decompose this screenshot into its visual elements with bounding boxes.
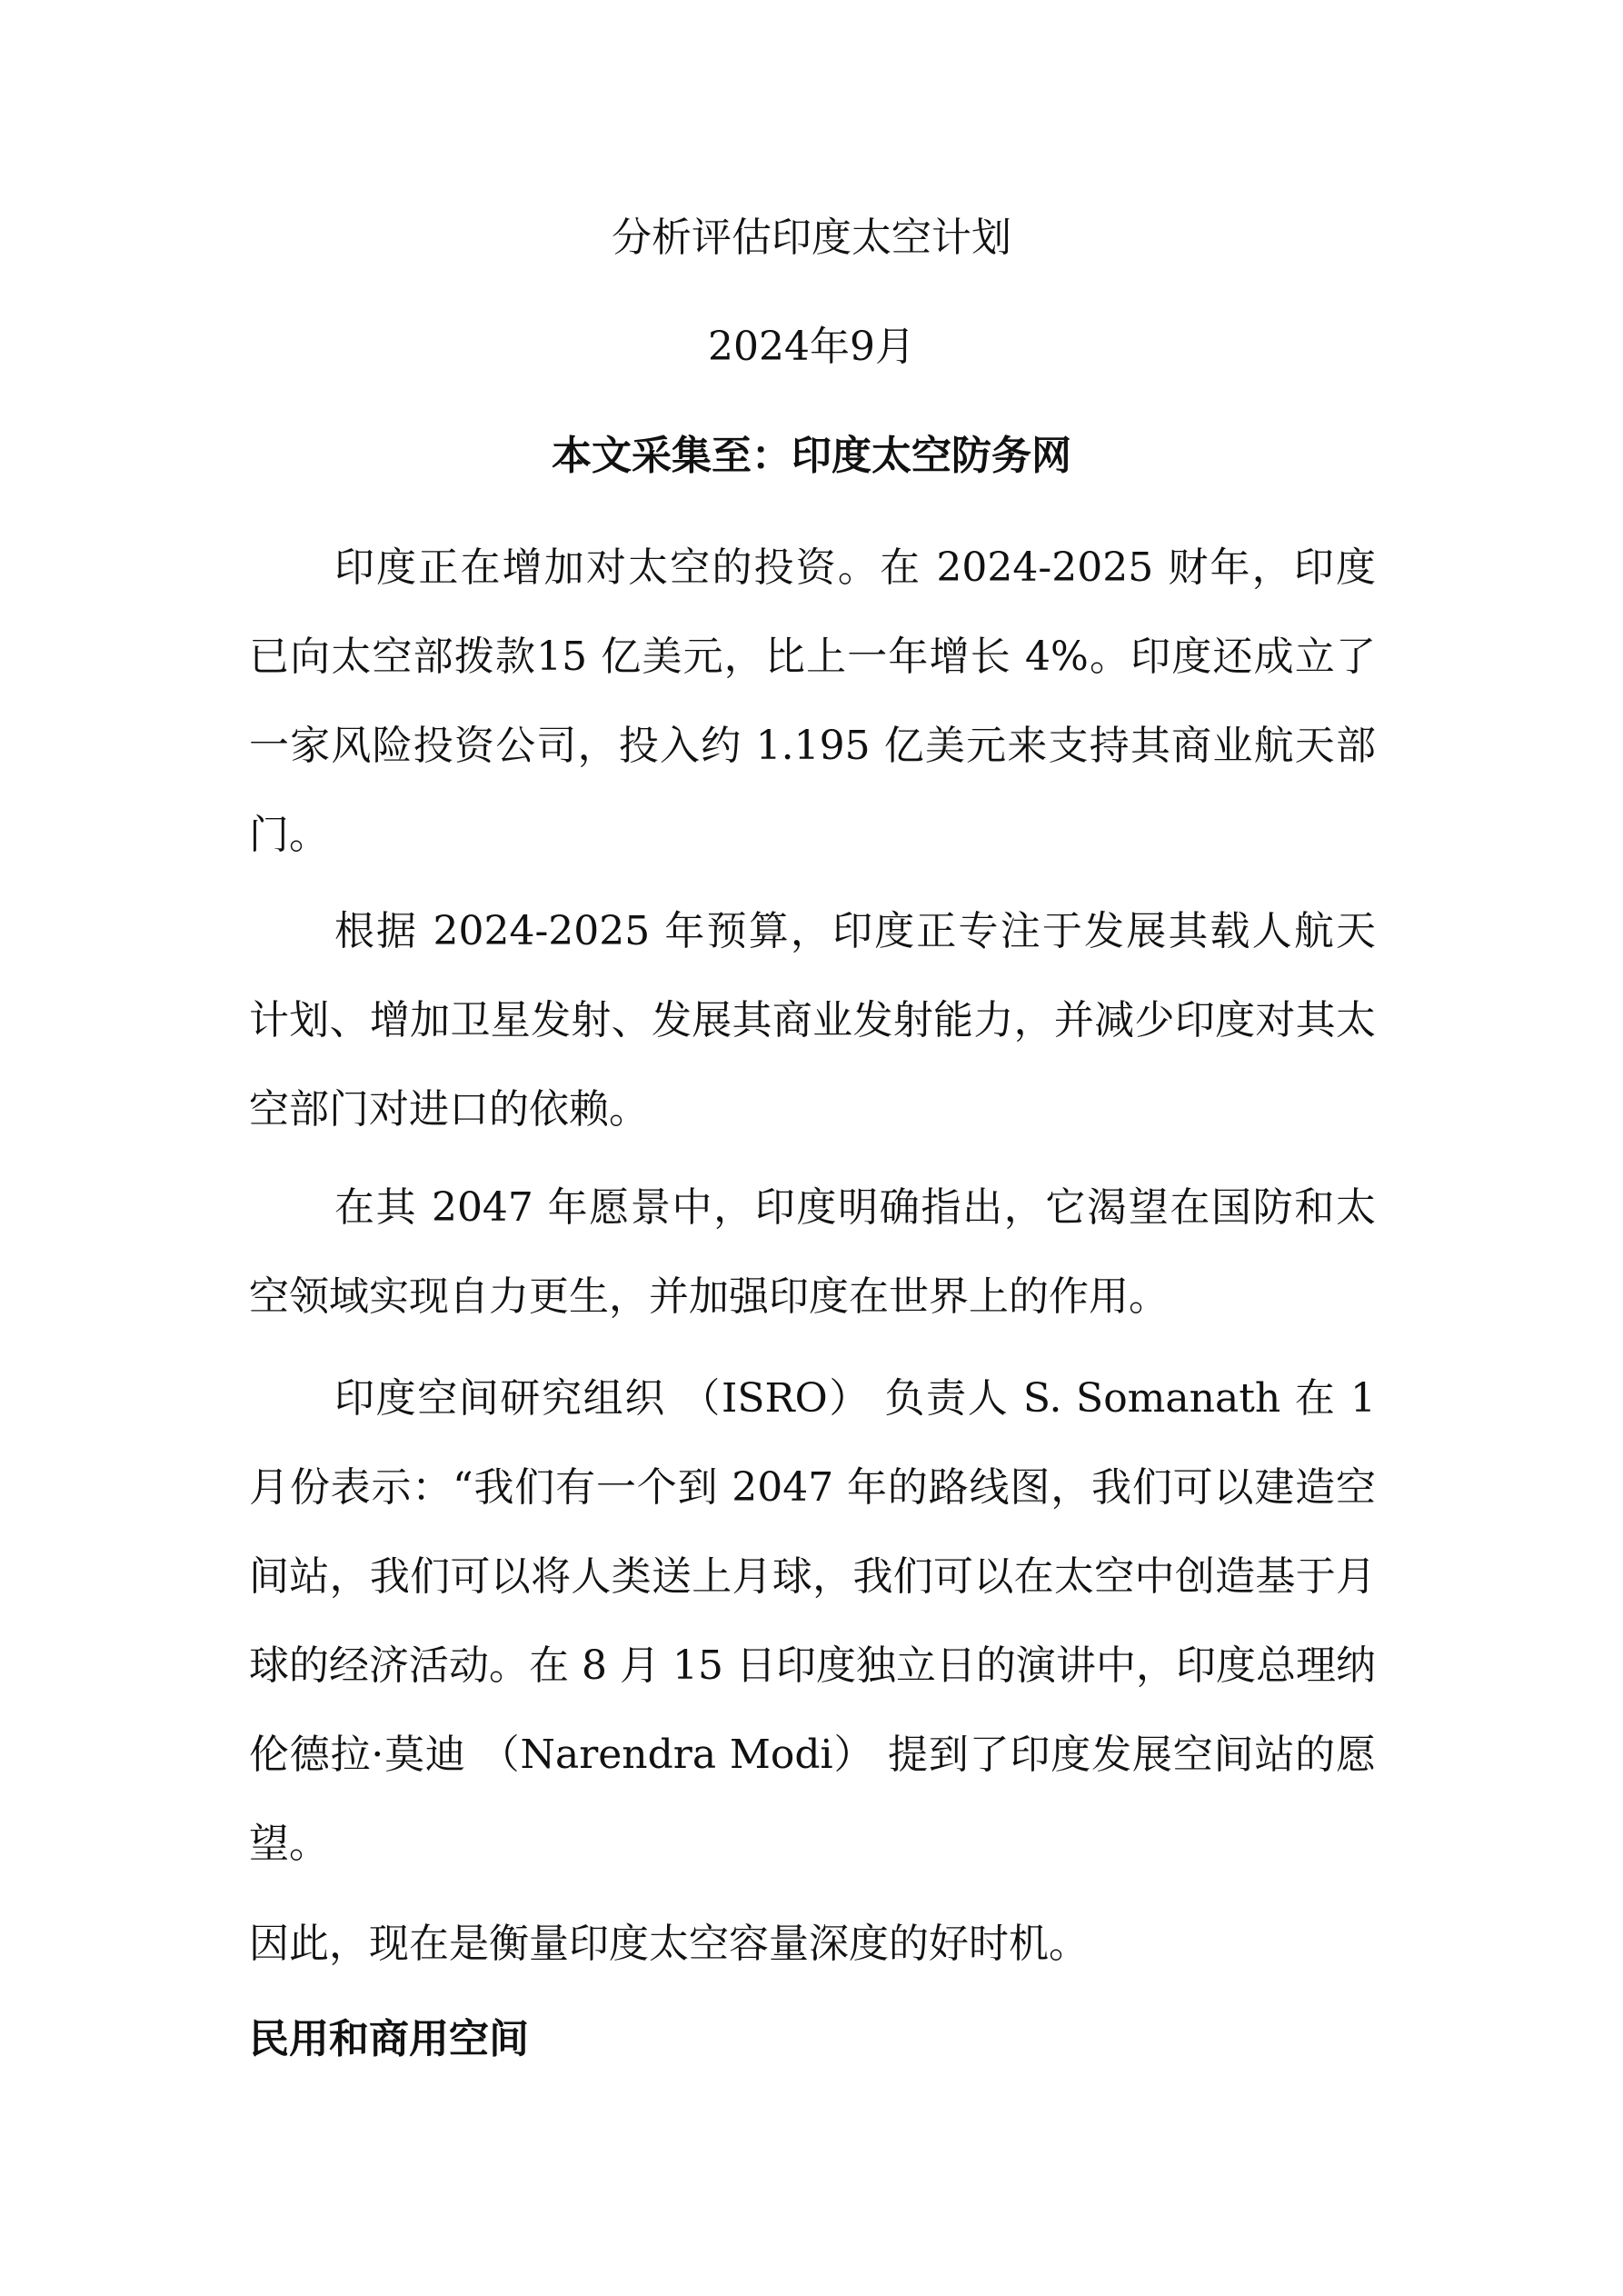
- document-date: 2024年9月: [708, 324, 915, 370]
- document-source: 本文采集至：印度太空防务网: [552, 433, 1071, 479]
- section-heading: 民用和商用空间: [249, 2016, 529, 2062]
- paragraph-vision-2047: 在其 2047 年愿景中，印度明确指出，它渴望在国防和太空领域实现自力更生，并加强印度在世界上的作用。: [249, 1184, 1376, 1320]
- paragraph-conclusion: 因此，现在是衡量印度太空容量深度的好时机。: [249, 1921, 1089, 1967]
- document-title: 分析评估印度太空计划: [612, 215, 1011, 261]
- paragraph-investment: 印度正在增加对太空的投资。在 2024-2025 财年，印度已向太空部拨款15 亿美元，比上一年增长 4%。印度还成立了一家风险投资公司，投入约 1.195 亿美元来支持其商业航天部门。: [249, 544, 1376, 858]
- paragraph-budget: 根据 2024-2025 年预算，印度正专注于发展其载人航天计划、增加卫星发射、发展其商业发射能力，并减少印度对其太空部门对进口的依赖。: [249, 908, 1376, 1133]
- paragraph-isro-quote: 印度空间研究组织 （ISRO） 负责人 S. Somanath 在 1 月份表示：“我们有一个到 2047 年的路线图，我们可以建造空间站，我们可以将人类送上月球，我们可以在太空中创造基于月球的经济活动。在 8 月 15 日印度独立日的演讲中，印度总理纳伦德拉·莫迪 （Narendra Modi） 提到了印度发展空间站的愿望。: [249, 1375, 1376, 1867]
